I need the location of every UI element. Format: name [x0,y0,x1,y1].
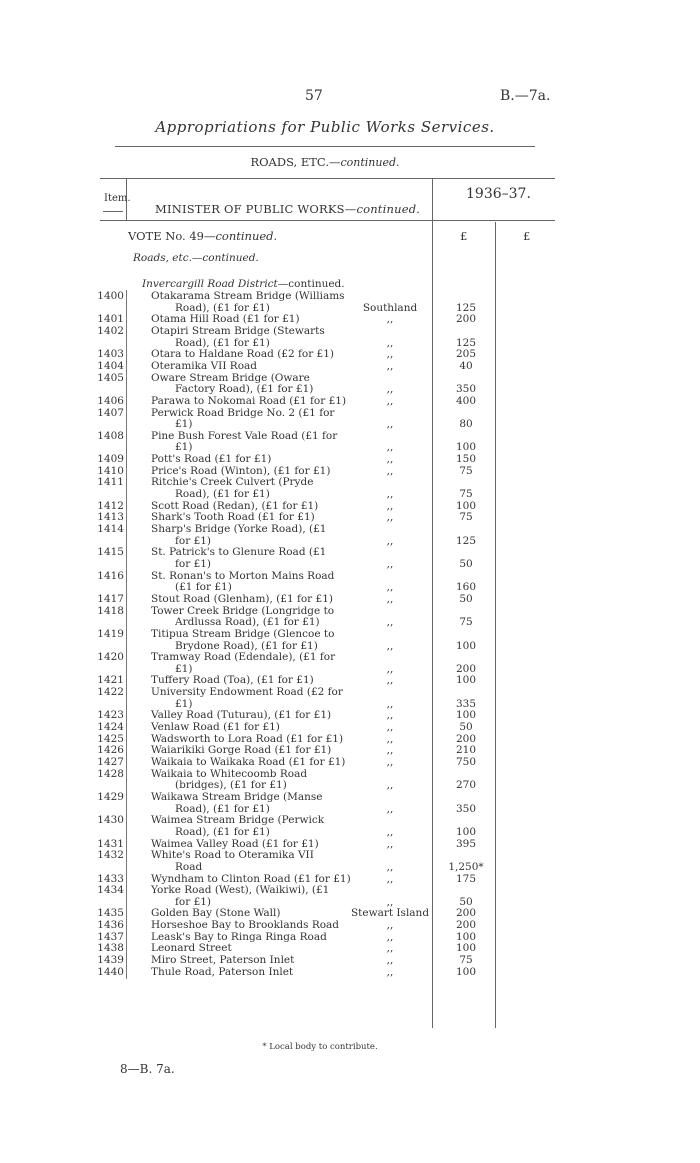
table-row [0,663,660,675]
amount: 200 [455,732,477,745]
district-name: ,, [386,721,394,733]
item-description: Road), (£1 for £1) [175,488,270,500]
item-number: 1437 [97,930,124,943]
amount: 150 [455,453,477,466]
table-row [0,954,660,966]
district-name: ,, [386,534,394,547]
item-description: Tower Creek Bridge (Longridge to [151,604,335,617]
item-number: 1439 [97,954,124,966]
item-description: Price's Road (Winton), (£1 for £1) [151,464,331,477]
item-description: Titipua Stream Bridge (Glencoe to [151,627,335,640]
item-description: Waimea Valley Road (£1 for £1) [151,837,319,850]
item-description: Otakarama Stream Bridge (Williams [151,290,345,302]
district-name: ,, [386,697,394,710]
amount: 350 [455,802,477,815]
item-description: Golden Bay (Stone Wall) [151,907,281,920]
district-name: ,, [386,464,394,477]
item-description: £1) [175,441,193,454]
amount: 270 [455,779,477,792]
table-row [0,861,660,873]
table-row [0,581,660,593]
district-name: ,, [386,616,394,629]
item-description: Otara to Haldane Road (£2 for £1) [151,348,335,361]
table-row [0,896,660,908]
table-row [0,511,660,523]
district-name: ,, [386,837,394,850]
table-row [0,558,660,570]
amount: 125 [455,534,477,547]
item-description: Brydone Road), (£1 for £1) [175,639,318,652]
minister-heading-suffix: continued. [356,202,421,216]
district-name: ,, [386,709,394,722]
item-number: 1409 [97,453,124,466]
table-row [0,966,660,978]
item-description: Yorke Road (West), (Waikiwi), (£1 [151,884,330,897]
table-row [0,546,660,558]
item-number: 1434 [97,884,124,897]
item-description: Scott Road (Redan), (£1 for £1) [151,499,319,512]
amount: 50 [459,721,473,733]
amount: 205 [455,348,477,361]
table-row [0,640,660,652]
amount: 200 [455,919,477,932]
table-row [0,803,660,815]
item-description: Venlaw Road (£1 for £1) [151,721,280,733]
district-name: ,, [386,394,394,407]
item-description: Ardlussa Road), (£1 for £1) [175,616,320,629]
amount: 75 [459,616,473,629]
title-rule [115,146,535,147]
item-description: Thule Road, Paterson Inlet [151,965,294,978]
table-row [0,709,660,721]
district-name: ,, [386,662,394,675]
district-name: ,, [386,313,394,326]
item-description: Wadsworth to Lora Road (£1 for £1) [151,732,344,745]
district-name: ,, [386,895,394,908]
district-name: ,, [386,919,394,932]
amount: 75 [459,954,473,966]
table-row [0,383,660,395]
amount: 50 [459,592,473,605]
item-number: 1430 [97,814,124,827]
table-row [0,884,660,896]
district-name: ,, [386,592,394,605]
item-description: £1) [175,418,193,431]
section-heading-suffix: continued. [340,156,400,169]
item-number: 1422 [97,686,124,699]
table-row [0,407,660,419]
table-row [0,453,660,465]
amount: 100 [455,639,477,652]
amount: 100 [455,942,477,955]
table-row [0,337,660,349]
item-number: 1427 [97,756,124,768]
item-description: for £1) [175,557,212,570]
item-description: Road [175,860,203,873]
amount: 100 [455,499,477,512]
item-description: Tuffery Road (Toa), (£1 for £1) [151,674,314,687]
district-name: ,, [386,359,394,372]
amount: 50 [459,895,473,908]
year-header: 1936–37. [466,186,531,202]
table-row [0,325,660,337]
district-heading-suffix: —continued. [277,278,345,290]
minister-heading-text: MINISTER OF PUBLIC WORKS— [155,202,357,216]
table-row [0,372,660,384]
table-row [0,651,660,663]
item-description: Horseshoe Bay to Brooklands Road [151,919,340,932]
item-description: Waikaia to Whitecoomb Road [151,767,308,780]
page-title: Appropriations for Public Works Services. [155,118,495,136]
amount: 1,250* [448,860,484,873]
amount: 100 [455,709,477,722]
district-name: ,, [386,639,394,652]
item-number: 1438 [97,942,124,955]
district-name: ,, [386,418,394,431]
item-number: 1414 [97,523,124,535]
table-row [0,313,660,325]
table-row [0,779,660,791]
vote-heading-text: VOTE No. 49— [128,229,216,243]
amount: 200 [455,662,477,675]
item-number: 1403 [97,348,124,361]
amount: 40 [459,359,473,372]
district-name: ,, [386,557,394,570]
item-column-rule-segment [126,966,127,979]
item-description: Waimea Stream Bridge (Perwick [151,814,325,827]
item-description: Tramway Road (Edendale), (£1 for [151,651,336,664]
item-description: Sharp's Bridge (Yorke Road), (£1 [151,523,327,535]
item-description: Waikaia to Waikaka Road (£1 for £1) [151,756,346,768]
amount: 200 [455,907,477,920]
amount: 395 [455,837,477,850]
table-row [0,418,660,430]
district-name: ,, [386,383,394,396]
district-name: Southland [362,301,418,314]
item-description: Wyndham to Clinton Road (£1 for £1) [151,872,351,885]
item-number: 1419 [97,627,124,640]
item-description: Miro Street, Paterson Inlet [151,954,295,966]
item-description: Parawa to Nokomai Road (£1 for £1) [151,394,347,407]
item-number: 1417 [97,592,124,605]
item-description: Otama Hill Road (£1 for £1) [151,313,300,326]
district-name: ,, [386,453,394,466]
district-name: ,, [386,488,394,500]
item-number: 1440 [97,965,124,978]
item-description: Pott's Road (£1 for £1) [151,453,272,466]
item-number: 1420 [97,651,124,664]
amount: 750 [455,756,477,768]
amount: 125 [455,336,477,349]
item-number: 1423 [97,709,124,722]
item-number: 1425 [97,732,124,745]
table-row [0,360,660,372]
item-column-header: Item. [104,193,131,204]
amount: 335 [455,697,477,710]
district-name: ,, [386,511,394,524]
item-description: University Endowment Road (£2 for [151,686,343,699]
district-name: ,, [386,872,394,885]
table-row [0,838,660,850]
item-number: 1402 [97,324,124,337]
amount: 50 [459,557,473,570]
district-name: ,, [386,336,394,349]
amount: 400 [455,394,477,407]
item-number: 1435 [97,907,124,920]
table-row [0,616,660,628]
item-description: Road), (£1 for £1) [175,301,270,314]
table-top-rule [100,178,555,179]
amount: 125 [455,301,477,314]
table-row [0,441,660,453]
amount: 210 [455,744,477,757]
district-heading-text: Invercargill Road District [142,278,278,290]
table-row [0,302,660,314]
item-description: Waikawa Stream Bridge (Manse [151,790,323,803]
item-description: for £1) [175,534,212,547]
item-description: Perwick Road Bridge No. 2 (£1 for [151,406,335,419]
table-row [0,942,660,954]
document-reference: B.—7a. [500,88,551,104]
item-number: 1416 [97,569,124,582]
district-name: Stewart Island [350,907,430,920]
item-number: 1408 [97,429,124,442]
district-name: ,, [386,581,394,594]
item-description: (£1 for £1) [175,581,232,594]
item-number: 1426 [97,744,124,757]
table-row [0,744,660,756]
bottom-reference: 8—B. 7a. [120,1062,175,1076]
amount: 350 [455,383,477,396]
section-heading-text: ROADS, ETC.— [250,155,341,169]
table-row [0,756,660,768]
roads-subheading: Roads, etc.—continued. [133,252,259,264]
item-number: 1429 [97,790,124,803]
district-name: ,, [386,825,394,838]
table-row [0,395,660,407]
item-description: Waiarikiki Gorge Road (£1 for £1) [151,744,332,757]
minister-heading [155,202,420,216]
amount: 100 [455,441,477,454]
item-description: £1) [175,697,193,710]
item-description: Factory Road), (£1 for £1) [175,383,314,396]
table-row [0,290,660,302]
section-heading [0,155,650,169]
district-name: ,, [386,744,394,757]
amount: 75 [459,464,473,477]
item-description: Leask's Bay to Ringa Ringa Road [151,930,327,943]
table-row [0,628,660,640]
table-row [0,791,660,803]
table-row [0,476,660,488]
vote-heading [128,229,277,243]
table-row [0,826,660,838]
district-name: ,, [386,499,394,512]
amount: 75 [459,511,473,524]
district-name: ,, [386,441,394,454]
district-name: ,, [386,732,394,745]
district-name: ,, [386,802,394,815]
table-row [0,733,660,745]
table-row [0,674,660,686]
item-description: Oware Stream Bridge (Oware [151,371,310,384]
page-number: 57 [305,88,323,104]
item-description: Otapiri Stream Bridge (Stewarts [151,324,325,337]
table-row [0,605,660,617]
table-row [0,593,660,605]
item-number: 1404 [97,359,124,372]
district-name: ,, [386,674,394,687]
item-description: (bridges), (£1 for £1) [175,779,287,792]
table-row [0,721,660,733]
table-row [0,465,660,477]
item-number: 1424 [97,721,124,733]
item-number: 1406 [97,394,124,407]
item-description: Valley Road (Tuturau), (£1 for £1) [151,709,332,722]
footnote: * Local body to contribute. [262,1042,378,1052]
item-number: 1401 [97,313,124,326]
table-row [0,907,660,919]
item-number: 1407 [97,406,124,419]
item-description: Road), (£1 for £1) [175,825,270,838]
item-description: Stout Road (Glenham), (£1 for £1) [151,592,333,605]
item-number: 1428 [97,767,124,780]
item-number: 1411 [97,476,124,489]
amount: 80 [459,418,473,431]
item-number: 1400 [97,290,124,302]
table-row [0,768,660,780]
item-number: 1421 [97,674,124,687]
item-description: St. Ronan's to Morton Mains Road [151,569,335,582]
amount: 175 [455,872,477,885]
table-row [0,919,660,931]
table-row [0,488,660,500]
amount: 100 [455,930,477,943]
item-description: Road), (£1 for £1) [175,802,270,815]
item-description: Road), (£1 for £1) [175,336,270,349]
item-description: White's Road to Oteramika VII [151,849,314,862]
item-number: 1433 [97,872,124,885]
item-header-dash [103,211,123,212]
item-description: St. Patrick's to Glenure Road (£1 [151,546,327,559]
item-description: for £1) [175,895,212,908]
table-row [0,931,660,943]
table-header-rule [100,220,555,221]
amount: 100 [455,965,477,978]
district-name: ,, [386,779,394,792]
amount: 100 [455,674,477,687]
item-number: 1413 [97,511,124,524]
amount: 75 [459,488,473,500]
vote-heading-suffix: continued. [215,229,278,243]
item-description: Pine Bush Forest Vale Road (£1 for [151,429,338,442]
pound-symbol-2: £ [523,229,531,243]
table-row [0,814,660,826]
district-name: ,, [386,860,394,873]
table-row [0,500,660,512]
item-description: Leonard Street [151,942,232,955]
pound-symbol-1: £ [460,229,468,243]
amount: 160 [455,581,477,594]
item-number: 1405 [97,371,124,384]
item-number: 1412 [97,499,124,512]
item-number: 1410 [97,464,124,477]
amount: 100 [455,825,477,838]
item-description: Ritchie's Creek Culvert (Pryde [151,476,314,489]
district-name: ,, [386,756,394,768]
item-number: 1432 [97,849,124,862]
item-description: Shark's Tooth Road (£1 for £1) [151,511,315,524]
table-row [0,570,660,582]
item-number: 1431 [97,837,124,850]
table-row [0,686,660,698]
item-number: 1418 [97,604,124,617]
table-row [0,698,660,710]
district-name: ,, [386,965,394,978]
district-name: ,, [386,954,394,966]
table-row [0,523,660,535]
district-name: ,, [386,348,394,361]
table-row [0,430,660,442]
table-row [0,849,660,861]
table-row [0,535,660,547]
item-description: £1) [175,662,193,675]
district-name: ,, [386,942,394,955]
district-heading [142,278,345,290]
item-number: 1436 [97,919,124,932]
district-name: ,, [386,930,394,943]
amount: 200 [455,313,477,326]
table-row [0,873,660,885]
item-description: Oteramika VII Road [151,359,258,372]
item-number: 1415 [97,546,124,559]
table-row [0,348,660,360]
